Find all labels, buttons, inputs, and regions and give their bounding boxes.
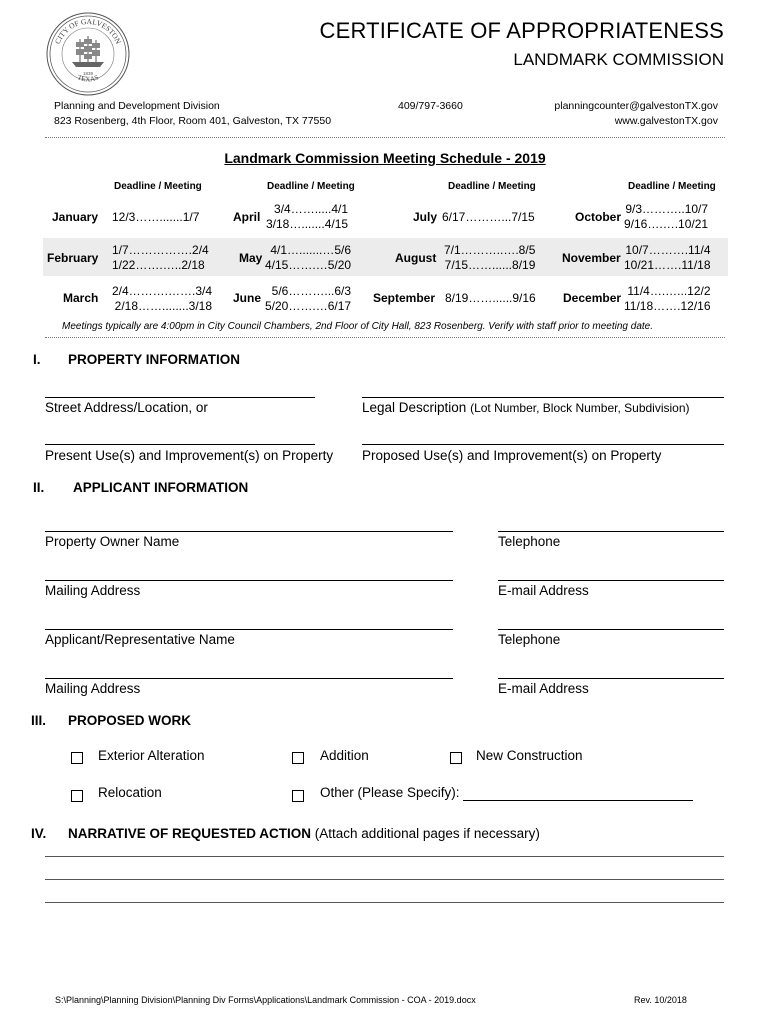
mailing1-line[interactable] (45, 580, 453, 581)
svg-text:1839: 1839 (82, 71, 94, 76)
footer-file-path: S:\Planning\Planning Division\Planning Div Forms\Applications\Landmark Commission - COA - 2019.docx (55, 995, 476, 1005)
form-subtitle: LANDMARK COMMISSION (513, 50, 724, 69)
proposed-use-line[interactable] (362, 444, 724, 445)
street-address-label: Street Address/Location, or (45, 400, 208, 415)
month-october: October (575, 210, 622, 224)
addition-label: Addition (320, 748, 369, 763)
form-title: CERTIFICATE OF APPROPRIATENESS (319, 18, 724, 43)
section1-title: PROPERTY INFORMATION (68, 352, 241, 367)
month-july: July (413, 210, 438, 224)
deadline-header-col2: Deadline / Meeting (267, 181, 355, 192)
section3-title: PROPOSED WORK (68, 713, 192, 728)
exterior-alteration-checkbox[interactable] (71, 752, 83, 764)
deadline-header-col4: Deadline / Meeting (628, 181, 716, 192)
legal-description-line[interactable] (362, 397, 724, 398)
svg-text:CITY OF GALVESTON: CITY OF GALVESTON (53, 16, 123, 46)
email2-label: E-mail Address (498, 681, 589, 696)
dates-january: 12/3…….......1/7 (112, 210, 200, 224)
city-seal-logo (46, 12, 130, 96)
meeting-note: Meetings typically are 4:00pm in City Council Chambers, 2nd Floor of City Hall, 823 Rosenberg. Verify with staff prior to meeting date. (62, 321, 654, 332)
applicant-name-label: Applicant/Representative Name (45, 632, 235, 647)
telephone2-line[interactable] (498, 629, 724, 630)
narrative-line-3[interactable] (45, 902, 724, 903)
dates-december: 11/4….…...12/2 11/18…….12/16 (624, 284, 711, 313)
mailing2-line[interactable] (45, 678, 453, 679)
email1-label: E-mail Address (498, 583, 589, 598)
dates-may: 4/1….......…5/6 4/15…….…5/20 (265, 243, 352, 272)
narrative-line-1[interactable] (45, 856, 724, 857)
street-address-line[interactable] (45, 397, 315, 398)
dates-february: 1/7…………….2/4 1/22…….…..2/18 (112, 243, 209, 272)
dates-march: 2/4……….…….3/4 2/18……........3/18 (112, 284, 213, 313)
other-specify-line[interactable] (463, 800, 693, 801)
division-website[interactable]: www.galvestonTX.gov (614, 115, 718, 127)
section4-title: NARRATIVE OF REQUESTED ACTION (68, 826, 312, 841)
month-december: December (563, 291, 622, 305)
month-february: February (47, 251, 99, 265)
proposed-use-label: Proposed Use(s) and Improvement(s) on Property (362, 448, 662, 463)
dates-july: 6/17………...7/15 (442, 210, 535, 224)
month-september: September (373, 291, 436, 305)
addition-checkbox[interactable] (292, 752, 304, 764)
narrative-line-2[interactable] (45, 879, 724, 880)
division-address: 823 Rosenberg, 4th Floor, Room 401, Galveston, TX 77550 (54, 115, 332, 127)
applicant-name-line[interactable] (45, 629, 453, 630)
month-november: November (562, 251, 621, 265)
section4-number: IV. (31, 826, 47, 841)
mailing1-label: Mailing Address (45, 583, 141, 598)
dates-april: 3/4…….....4/1 3/18….......4/15 (266, 202, 349, 231)
section2-number: II. (33, 480, 45, 495)
dates-november: 10/7……….11/4 10/21…….11/18 (624, 243, 711, 272)
schedule-divider (45, 337, 725, 338)
legal-description-label: Legal Description (Lot Number, Block Number, Subdivision) (362, 400, 690, 415)
other-label: Other (Please Specify): (320, 785, 460, 800)
deadline-header-col3: Deadline / Meeting (448, 181, 536, 192)
dates-september: 8/19……......9/16 (445, 291, 536, 305)
dates-june: 5/6………...6/3 5/20…….…6/17 (265, 284, 352, 313)
telephone1-line[interactable] (498, 531, 724, 532)
month-may: May (239, 251, 263, 265)
present-use-label: Present Use(s) and Improvement(s) on Property (45, 448, 334, 463)
division-name: Planning and Development Division (54, 100, 220, 112)
dates-august: 7/1………..….8/5 7/15……......8/19 (444, 243, 536, 272)
month-august: August (395, 251, 437, 265)
header-divider (45, 137, 725, 138)
month-march: March (63, 291, 99, 305)
present-use-line[interactable] (45, 444, 315, 445)
other-checkbox[interactable] (292, 790, 304, 802)
new-construction-checkbox[interactable] (450, 752, 462, 764)
telephone2-label: Telephone (498, 632, 561, 647)
section3-number: III. (31, 713, 47, 728)
email1-line[interactable] (498, 580, 724, 581)
svg-text:TEXAS: TEXAS (76, 73, 100, 84)
section4-hint: (Attach additional pages if necessary) (314, 826, 540, 841)
owner-name-label: Property Owner Name (45, 534, 180, 549)
owner-name-line[interactable] (45, 531, 453, 532)
footer-revision: Rev. 10/2018 (634, 995, 687, 1005)
section2-title: APPLICANT INFORMATION (73, 480, 249, 495)
schedule-title: Landmark Commission Meeting Schedule - 2019 (224, 150, 546, 166)
month-january: January (52, 210, 99, 224)
telephone1-label: Telephone (498, 534, 561, 549)
month-june: June (233, 291, 262, 305)
new-construction-label: New Construction (476, 748, 583, 763)
email2-line[interactable] (498, 678, 724, 679)
section4-title-row (68, 826, 540, 841)
division-email[interactable]: planningcounter@galvestonTX.gov (554, 100, 718, 112)
mailing2-label: Mailing Address (45, 681, 141, 696)
section1-number: I. (33, 352, 41, 367)
exterior-alteration-label: Exterior Alteration (98, 748, 205, 763)
dates-october: 9/3………..10/7 9/16….….10/21 (624, 202, 709, 231)
division-phone: 409/797-3660 (398, 100, 463, 112)
month-april: April (233, 210, 261, 224)
legal-description-hint: (Lot Number, Block Number, Subdivision) (470, 401, 690, 415)
deadline-header-col1: Deadline / Meeting (114, 181, 202, 192)
relocation-checkbox[interactable] (71, 790, 83, 802)
relocation-label: Relocation (98, 785, 162, 800)
